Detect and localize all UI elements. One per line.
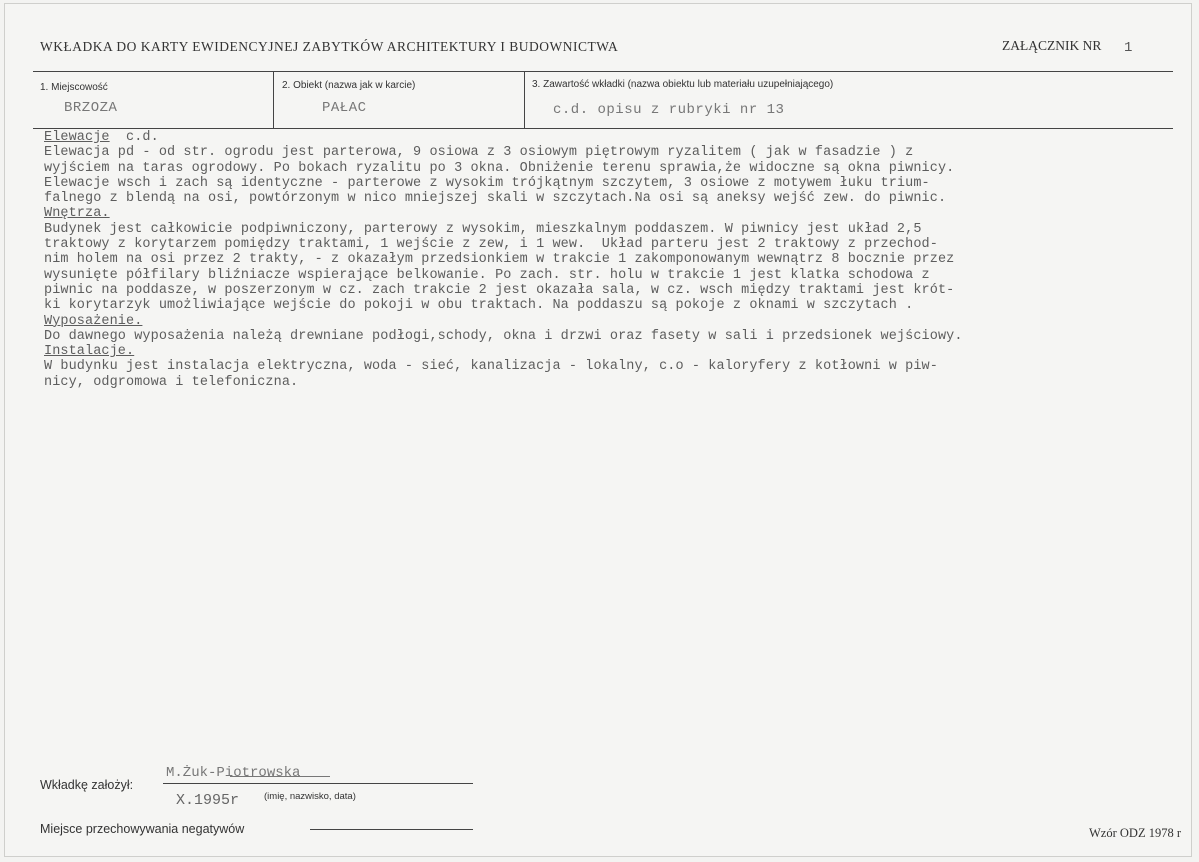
body-text-segment: wyjściem na taras ogrodowy. Po bokach ryzalitu po 3 okna. Obniżenie terenu sprawia,że widoczne są okna piwnicy. <box>44 160 955 176</box>
body-line <box>44 206 1184 221</box>
body-line <box>44 161 1184 176</box>
object-label: 2. Obiekt (nazwa jak w karcie) <box>282 80 416 91</box>
body-text-segment: Do dawnego wyposażenia należą drewniane podłogi,schody, okna i drzwi oraz fasety w sali i przedsionek wejściowy. <box>44 328 963 344</box>
body-line <box>44 130 1184 145</box>
annex-label: ZAŁĄCZNIK NR <box>1002 38 1102 53</box>
body-line <box>44 176 1184 191</box>
body-line <box>44 314 1184 329</box>
date-value: X.1995r <box>176 792 240 809</box>
body-text-segment: wysunięte półfilary bliźniacze wspierające belkowanie. Po zach. str. holu w trakcie 1 jest klatka schodowa z <box>44 267 930 283</box>
body-line <box>44 344 1184 359</box>
description-body <box>44 130 1184 390</box>
name-strike-line <box>230 776 330 777</box>
body-line <box>44 375 1184 390</box>
body-text-segment: falnego z blendą na osi, powtórzonym w nico mniejszej skali w szczytach.Na osi są aneksy wejść zew. do piwnic. <box>44 191 947 207</box>
body-text-segment: nicy, odgromowa i telefoniczna. <box>44 374 299 390</box>
body-text-segment: Budynek jest całkowicie podpiwniczony, parterowy z wysokim, mieszkalnym poddaszem. W piwnicy jest układ 2,5 <box>44 221 922 237</box>
section-heading: Instalacje. <box>44 344 135 360</box>
body-line <box>44 191 1184 206</box>
table-top-rule <box>33 71 1173 72</box>
section-heading: Wnętrza. <box>44 206 110 222</box>
body-line <box>44 298 1184 313</box>
prepared-label: Wkładkę założył: <box>40 778 134 792</box>
body-text-segment: piwnic na poddasze, w poszerzonym w cz. zach trakcie 2 jest okazała sala, w cz. wsch między traktami jest krót- <box>44 282 955 298</box>
section-heading: Wyposażenie. <box>44 313 143 329</box>
column-divider <box>273 72 274 128</box>
body-text-segment: c.d. <box>109 130 159 145</box>
template-label: Wzór ODZ 1978 r <box>1089 826 1181 840</box>
locality-label: 1. Miejscowość <box>40 82 108 93</box>
body-line <box>44 145 1184 160</box>
object-value: PAŁAC <box>322 100 367 116</box>
body-text-segment: Elewacje wsch i zach są identyczne - parterowe z wysokim trójkątnym szczytem, 3 osiowe z motywem łuku trium- <box>44 175 930 191</box>
content-label: 3. Zawartość wkładki (nazwa obiektu lub materiału uzupełniającego) <box>532 79 834 90</box>
body-text-segment: nim holem na osi przez 2 trakty, - z okazałym przedsionkiem w trakcie 1 zakomponowanym wewnątrz 8 bocznie przez <box>44 252 955 268</box>
annex-number: 1 <box>1124 40 1133 56</box>
locality-value: BRZOZA <box>64 100 118 116</box>
body-text-segment: Elewacja pd - od str. ogrodu jest parterowa, 9 osiowa z 3 osiowym piętrowym ryzalitem ( jak w fasadzie ) z <box>44 145 914 161</box>
body-line <box>44 222 1184 237</box>
body-text-segment: ki korytarzyk umożliwiające wejście do pokoji w obu traktach. Na poddaszu są pokoje z oknami w szczytach . <box>44 298 914 314</box>
negatives-label: Miejsce przechowywania negatywów <box>40 822 245 836</box>
name-caption: (imię, nazwisko, data) <box>264 791 356 802</box>
body-text-segment: W budynku jest instalacja elektryczna, woda - sieć, kanalizacja - lokalny, c.o - kaloryfery z kotłowni w piw- <box>44 359 938 375</box>
signature-line <box>163 783 473 784</box>
body-line <box>44 237 1184 252</box>
body-line <box>44 268 1184 283</box>
body-line <box>44 283 1184 298</box>
form-title: WKŁADKA DO KARTY EWIDENCYJNEJ ZABYTKÓW ARCHITEKTURY I BUDOWNICTWA <box>40 39 619 54</box>
author-name: M.Żuk-Piotrowska <box>166 765 301 781</box>
content-value: c.d. opisu z rubryki nr 13 <box>553 102 785 118</box>
column-divider <box>524 72 525 128</box>
body-line <box>44 252 1184 267</box>
negatives-line <box>310 829 473 830</box>
section-heading: Elewacje <box>44 130 110 145</box>
body-line <box>44 329 1184 344</box>
table-bottom-rule <box>33 128 1173 129</box>
body-text-segment: traktowy z korytarzem pomiędzy traktami, 1 wejście z zew, i 1 wew. Układ parteru jest 2 traktowy z przechod- <box>44 237 938 253</box>
body-line <box>44 359 1184 374</box>
